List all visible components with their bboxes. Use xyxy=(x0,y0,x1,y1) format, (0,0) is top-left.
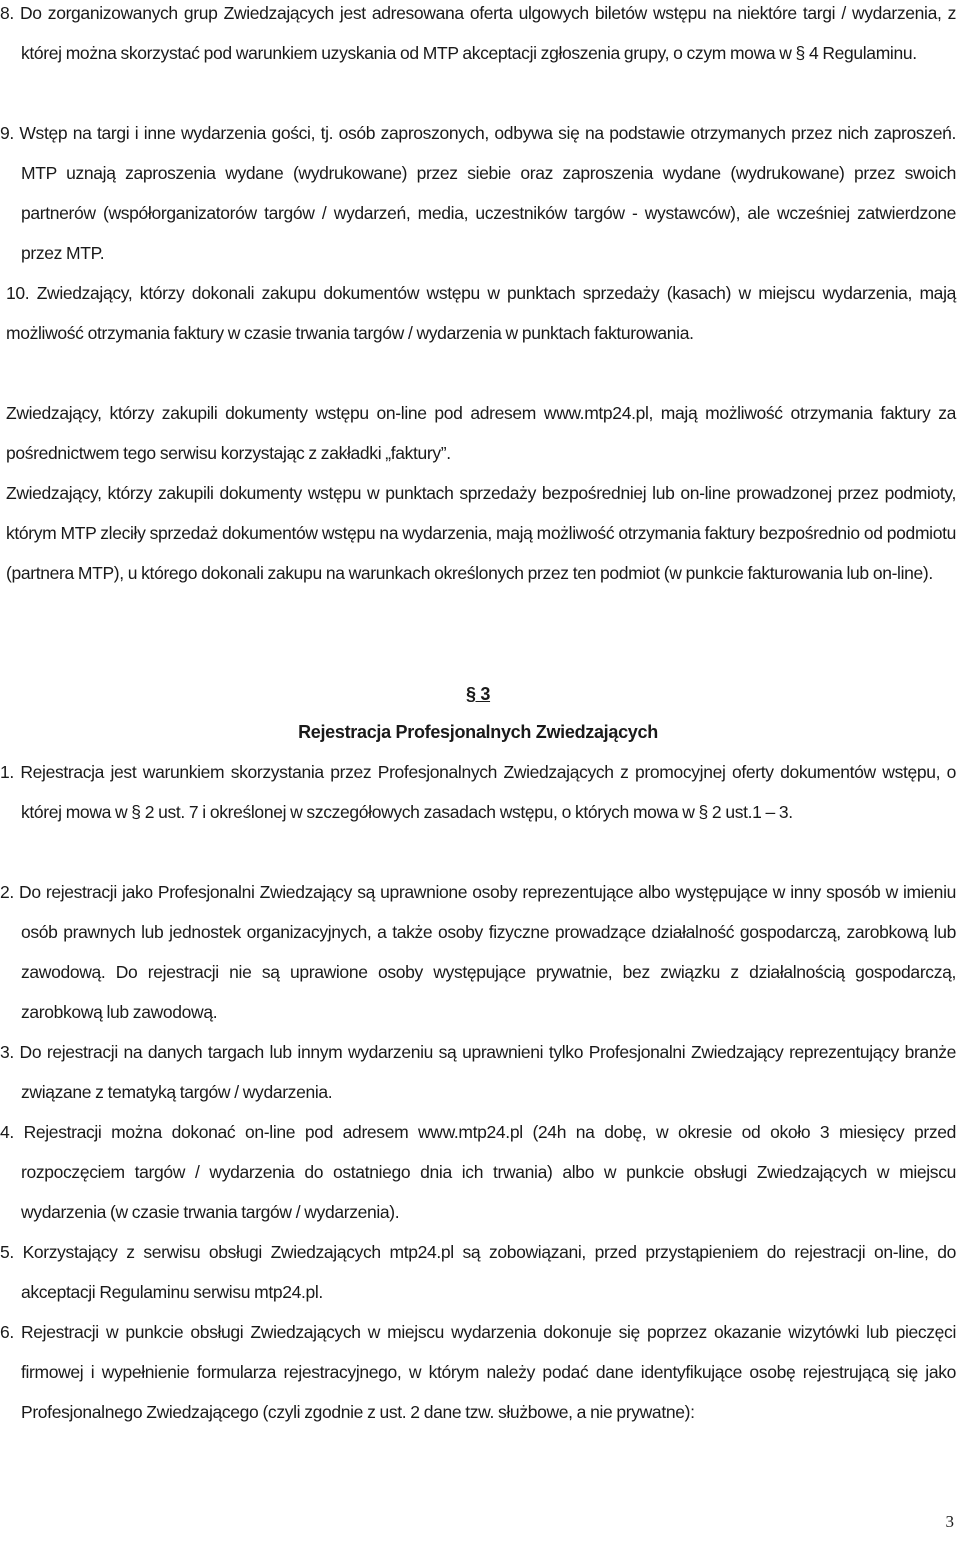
paragraph-8: 8. Do zorganizowanych grup Zwiedzających jest adresowana oferta ulgowych biletów wstępu na niektóre targi / wydarzenia, z której można skorzystać pod warunkiem uzyskania od MTP akceptacji zgłoszenia grupy, o czym mowa w § 4 Regulaminu. xyxy=(0,3,956,63)
item-6: 6. Rejestracji w punkcie obsługi Zwiedzających w miejscu wydarzenia dokonuje się poprzez okazanie wizytówki lub pieczęci firmowej i wypełnienie formularza rejestracyjnego, w którym należy podać dane identyfikujące osobę rejestrującą się jako Profesjonalnego Zwiedzającego (czyli zgodnie z ust. 2 dane tzw. służbowe, a nie prywatne): xyxy=(0,1322,956,1422)
paragraph-10-partners: Zwiedzający, którzy zakupili dokumenty wstępu w punktach sprzedaży bezpośredniej lub on-line prowadzonej przez podmioty, którym MTP zleciły sprzedaż dokumentów wstępu na wydarzenia, mają możliwość otrzymania faktury bezpośrednio od podmiotu (partnera MTP), u którego dokonali zakupu na warunkach określonych przez ten podmiot (w punkcie fakturowania lub on-line). xyxy=(6,483,956,583)
page-number: 3 xyxy=(945,1512,954,1531)
item-5: 5. Korzystający z serwisu obsługi Zwiedzających mtp24.pl są zobowiązani, przed przystąpieniem do rejestracji on-line, do akceptacji Regulaminu serwisu mtp24.pl. xyxy=(0,1242,956,1302)
paragraph-10-online: Zwiedzający, którzy zakupili dokumenty wstępu on-line pod adresem www.mtp24.pl, mają możliwość otrzymania faktury za pośrednictwem tego serwisu korzystając z zakładki „faktury”. xyxy=(6,403,956,463)
section-sign: § 3 xyxy=(465,684,491,704)
section-number xyxy=(0,674,956,714)
item-1: 1. Rejestracja jest warunkiem skorzystania przez Profesjonalnych Zwiedzających z promocyjnej oferty dokumentów wstępu, o której mowa w § 2 ust. 7 i określonej w szczegółowych zasadach wstępu, o których mowa w § 2 ust.1 – 3. xyxy=(0,762,956,822)
paragraph-10: 10. Zwiedzający, którzy dokonali zakupu dokumentów wstępu w punktach sprzedaży (kasach) w miejscu wydarzenia, mają możliwość otrzymania faktury w czasie trwania targów / wydarzenia w punktach fakturowania. xyxy=(6,283,956,343)
section-title: Rejestracja Profesjonalnych Zwiedzających xyxy=(298,722,658,742)
item-2: 2. Do rejestracji jako Profesjonalni Zwiedzający są uprawnione osoby reprezentujące albo występujące w inny sposób w imieniu osób prawnych lub jednostek organizacyjnych, a także osoby fizyczne prowadzące działalność gospodarczą, zarobkową lub zawodową. Do rejestracji nie są uprawione osoby występujące prywatnie, bez związku z działalnością gospodarczą, zarobkową lub zawodową. xyxy=(0,882,956,1022)
item-4: 4. Rejestracji można dokonać on-line pod adresem www.mtp24.pl (24h na dobę, w okresie od około 3 miesięcy przed rozpoczęciem targów / wydarzenia do ostatniego dnia ich trwania) albo w punkcie obsługi Zwiedzających w miejscu wydarzenia (w czasie trwania targów / wydarzenia). xyxy=(0,1122,956,1222)
item-3: 3. Do rejestracji na danych targach lub innym wydarzeniu są uprawnieni tylko Profesjonalni Zwiedzający reprezentujący branże związane z tematyką targów / wydarzenia. xyxy=(0,1042,956,1102)
paragraph-9: 9. Wstęp na targi i inne wydarzenia gości, tj. osób zaproszonych, odbywa się na podstawie otrzymanych przez nich zaproszeń. MTP uznają zaproszenia wydane (wydrukowane) przez siebie oraz zaproszenia wydane (wydrukowane) przez swoich partnerów (współorganizatorów targów / wydarzeń, media, uczestników targów - wystawców), ale wcześniej zatwierdzone przez MTP. xyxy=(0,123,956,263)
